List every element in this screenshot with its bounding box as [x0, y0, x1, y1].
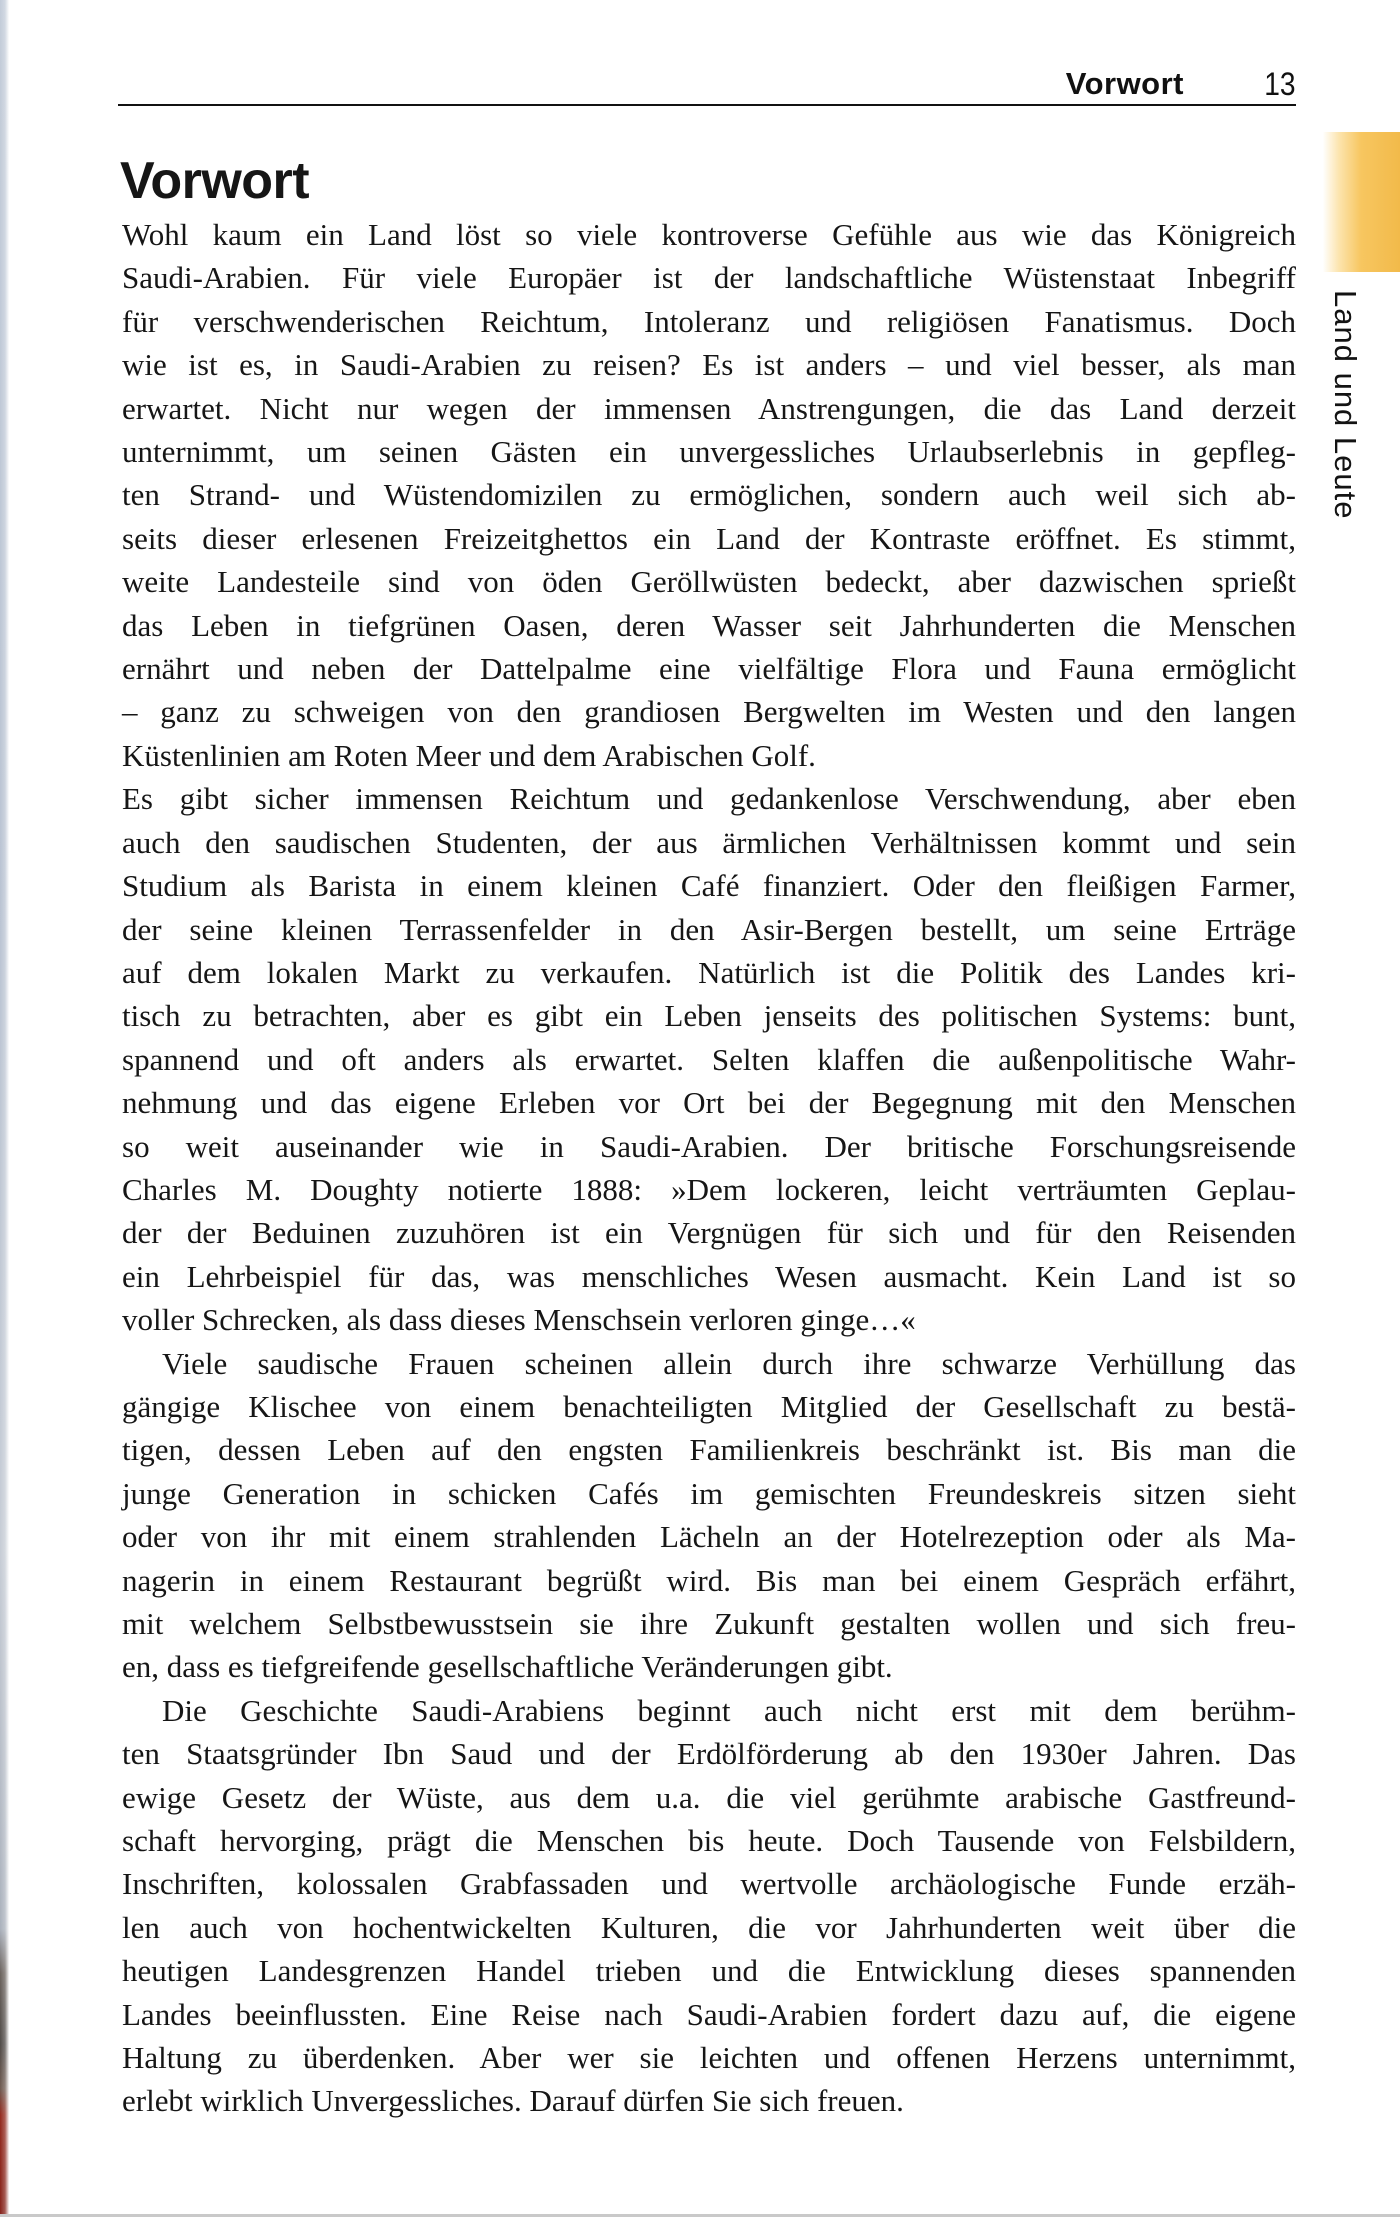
text-line: ein Lehrbeispiel für das, was menschliches Wesen ausmacht. Kein Land ist so	[122, 1258, 1296, 1294]
text-line: für verschwenderischen Reichtum, Intoleranz und religiösen Fanatismus. Doch	[122, 303, 1296, 339]
text-line: Die Geschichte Saudi-Arabiens beginnt auch nicht erst mit dem berühm-	[162, 1692, 1296, 1728]
text-line: gängige Klischee von einem benachteiligten Mitglied der Gesellschaft zu bestä-	[122, 1388, 1296, 1424]
text-line: das Leben in tiefgrünen Oasen, deren Wasser seit Jahrhunderten die Menschen	[122, 607, 1296, 643]
text-line: Viele saudische Frauen scheinen allein durch ihre schwarze Verhüllung das	[162, 1345, 1296, 1381]
text-line: ernährt und neben der Dattelpalme eine vielfältige Flora und Fauna ermöglicht	[122, 651, 1296, 687]
text-line: schaft hervorging, prägt die Menschen bis heute. Doch Tausende von Felsbildern,	[122, 1823, 1296, 1859]
text-line: der der Beduinen zuzuhören ist ein Vergnügen für sich und für den Reisenden	[122, 1215, 1296, 1251]
text-line: auf dem lokalen Markt zu verkaufen. Natürlich ist die Politik des Landes kri-	[122, 954, 1296, 990]
text-line: erlebt wirklich Unvergessliches. Darauf dürfen Sie sich freuen.	[122, 2083, 904, 2119]
text-line: voller Schrecken, als dass dieses Menschsein verloren ginge…«	[122, 1302, 916, 1338]
text-line: Saudi-Arabien. Für viele Europäer ist der landschaftliche Wüstenstaat Inbegriff	[122, 260, 1296, 296]
text-line: heutigen Landesgrenzen Handel trieben und die Entwicklung dieses spannenden	[122, 1953, 1296, 1989]
text-line: – ganz zu schweigen von den grandiosen Bergwelten im Westen und den langen	[122, 694, 1296, 730]
text-line: oder von ihr mit einem strahlenden Lächeln an der Hotelrezeption oder als Ma-	[122, 1519, 1296, 1555]
text-line: so weit auseinander wie in Saudi-Arabien. Der britische Forschungsreisende	[122, 1128, 1296, 1164]
text-line: nehmung und das eigene Erleben vor Ort bei der Begegnung mit den Menschen	[122, 1085, 1296, 1121]
page-number: 13	[1264, 66, 1296, 102]
text-line: erwartet. Nicht nur wegen der immensen Anstrengungen, die das Land derzeit	[122, 390, 1296, 426]
text-line: wie ist es, in Saudi-Arabien zu reisen? Es ist anders – und viel besser, als man	[122, 347, 1296, 383]
text-line: Wohl kaum ein Land löst so viele kontroverse Gefühle aus wie das Königreich	[122, 217, 1296, 252]
text-line: Inschriften, kolossalen Grabfassaden und wertvolle archäologische Funde erzäh-	[122, 1866, 1296, 1902]
text-line: Landes beeinflussten. Eine Reise nach Saudi-Arabien fordert dazu auf, die eigene	[122, 1996, 1296, 2032]
text-line: unternimmt, um seinen Gästen ein unvergessliches Urlaubserlebnis in gepfleg-	[122, 434, 1296, 470]
text-line: nagerin in einem Restaurant begrüßt wird. Bis man bei einem Gespräch erfährt,	[122, 1562, 1296, 1598]
scan-edge-strip	[0, 0, 9, 2217]
text-line: ewige Gesetz der Wüste, aus dem u.a. die viel gerühmte arabische Gastfreund-	[122, 1779, 1296, 1815]
chapter-tab-marker	[1322, 132, 1400, 272]
text-line: ten Staatsgründer Ibn Saud und der Erdölförderung ab den 1930er Jahren. Das	[122, 1736, 1296, 1772]
body-text	[122, 213, 1296, 2123]
text-line: Studium als Barista in einem kleinen Café finanziert. Oder den fleißigen Farmer,	[122, 868, 1296, 904]
text-line: Charles M. Doughty notierte 1888: »Dem lockeren, leicht verträumten Geplau-	[122, 1171, 1296, 1207]
page-title: Vorwort	[120, 151, 310, 210]
text-line: tisch zu betrachten, aber es gibt ein Leben jenseits des politischen Systems: bunt,	[122, 998, 1296, 1034]
text-line: ten Strand- und Wüstendomizilen zu ermöglichen, sondern auch weil sich ab-	[122, 477, 1296, 513]
text-line: junge Generation in schicken Cafés im gemischten Freundeskreis sitzen sieht	[122, 1475, 1296, 1511]
text-line: tigen, dessen Leben auf den engsten Familienkreis beschränkt ist. Bis man die	[122, 1432, 1296, 1468]
text-line: Haltung zu überdenken. Aber wer sie leichten und offenen Herzens unternimmt,	[122, 2040, 1296, 2076]
text-line: en, dass es tiefgreifende gesellschaftliche Veränderungen gibt.	[122, 1649, 893, 1685]
running-header-section: Vorwort	[1065, 66, 1184, 101]
chapter-tab-label: Land und Leute	[1328, 290, 1363, 520]
text-line: spannend und oft anders als erwartet. Selten klaffen die außenpolitische Wahr-	[122, 1041, 1296, 1077]
text-line: seits dieser erlesenen Freizeitghettos ein Land der Kontraste eröffnet. Es stimmt,	[122, 520, 1296, 556]
text-line: der seine kleinen Terrassenfelder in den Asir-Bergen bestellt, um seine Erträge	[122, 911, 1296, 947]
text-line: weite Landesteile sind von öden Geröllwüsten bedeckt, aber dazwischen sprießt	[122, 564, 1296, 600]
text-line: Küstenlinien am Roten Meer und dem Arabischen Golf.	[122, 737, 816, 773]
text-line: auch den saudischen Studenten, der aus ärmlichen Verhältnissen kommt und sein	[122, 824, 1296, 860]
text-line: mit welchem Selbstbewusstsein sie ihre Zukunft gestalten wollen und sich freu-	[122, 1606, 1296, 1641]
header-rule	[118, 104, 1296, 106]
text-line: len auch von hochentwickelten Kulturen, die vor Jahrhunderten weit über die	[122, 1909, 1296, 1945]
text-line: Es gibt sicher immensen Reichtum und gedankenlose Verschwendung, aber eben	[122, 781, 1296, 817]
